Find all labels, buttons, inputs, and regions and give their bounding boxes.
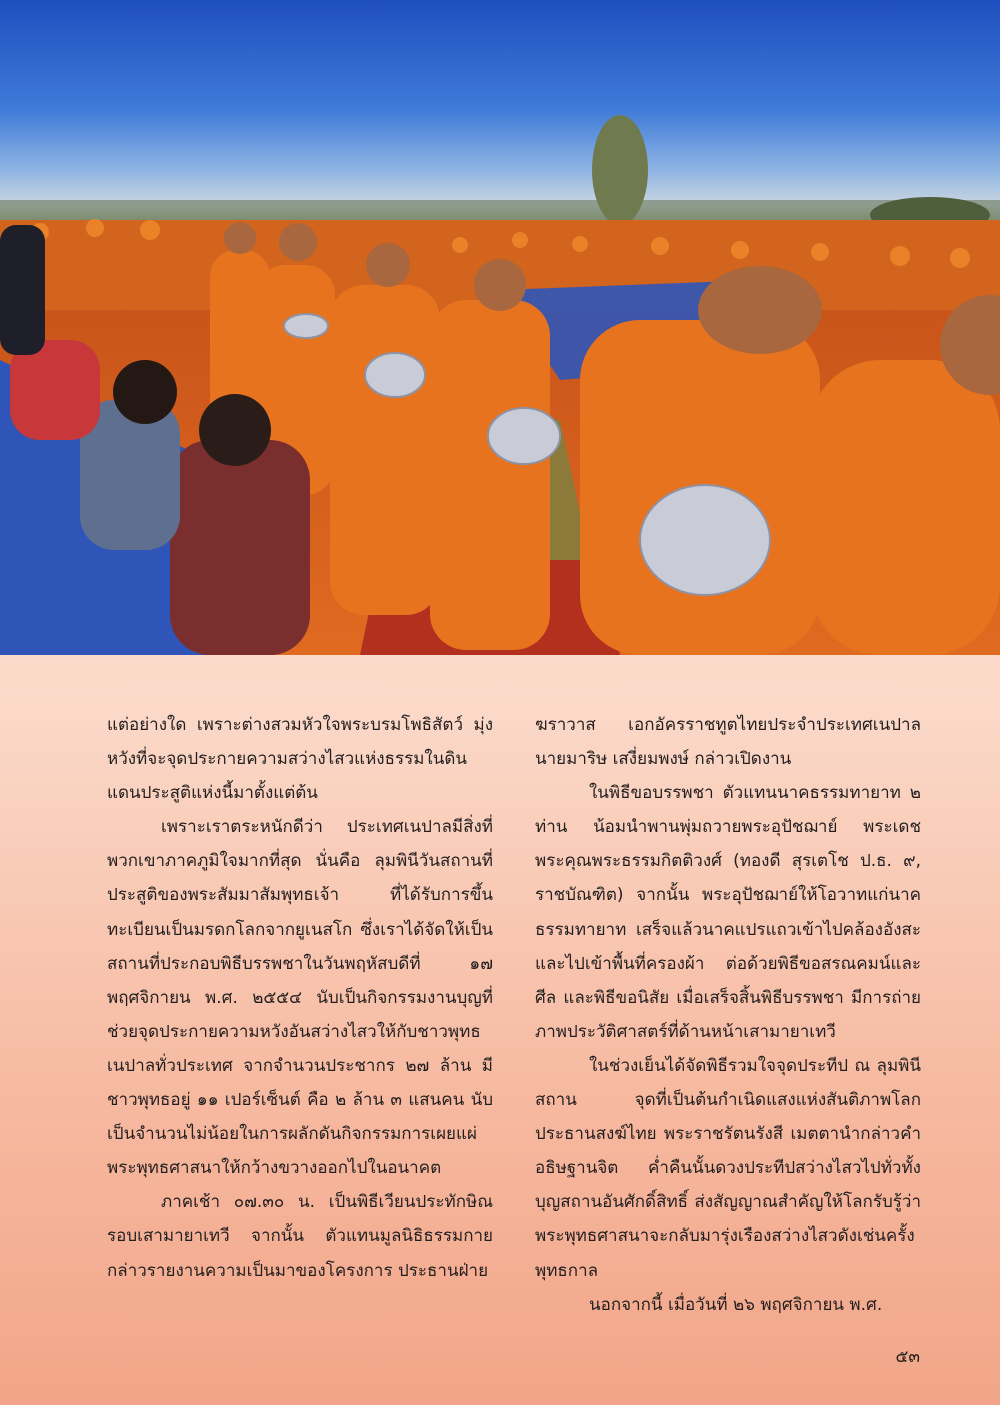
- paragraph: แต่อย่างใด เพราะต่างสวมหัวใจพระบรมโพธิสัตว์ มุ่งหวังที่จะจุดประกายความสว่างไสวแห่งธรรมในดินแดนประสูติแห่งนี้มาตั้งแต่ต้น: [107, 715, 493, 804]
- paragraph: นอกจากนี้ เมื่อวันที่ ๒๖ พฤศจิกายน พ.ศ.: [589, 1294, 883, 1315]
- paragraph: ภาคเช้า ๐๗.๓๐ น. เป็นพิธีเวียนประทักษิณรอบเสามายาเทวี จากนั้น ตัวแทนมูลนิธิธรรมกายกล่าวรายงานความเป็นมาของโครงการ ประธานฝ่าย: [107, 1192, 493, 1281]
- paragraph: ฆราวาส เอกอัครราชทูตไทยประจำประเทศเนปาล นายมาริษ เสงี่ยมพงษ์ กล่าวเปิดงาน: [535, 715, 921, 770]
- monks-alms-photo: [0, 0, 1000, 655]
- paragraph: ในพิธีขอบรรพชา ตัวแทนนาคธรรมทายาท ๒ ท่าน น้อมนำพานพุ่มถวายพระอุปัชฌาย์ พระเดชพระคุณพระธรรมกิตติวงศ์ (ทองดี สุรเตโช ป.ธ. ๙, ราชบัณฑิต) จากนั้น พระอุปัชฌาย์ให้โอวาทแก่นาคธรรมทายาท เสร็จแล้วนาคแปรแถวเข้าไปคล้องอังสะ และไปเข้าพื้นที่ครองผ้า ต่อด้วยพิธีขอสรณคมน์และศีล และพิธีขอนิสัย เมื่อเสร็จสิ้นพิธีบรรพชา มีการถ่ายภาพประวัติศาสตร์ที่ด้านหน้าเสามายาเทวี: [535, 783, 921, 1042]
- text-column-left: [107, 708, 493, 1288]
- paragraph: ในช่วงเย็นได้จัดพิธีรวมใจจุดประทีป ณ ลุมพินีสถาน จุดที่เป็นต้นกำเนิดแสงแห่งสันติภาพโลก ประธานสงฆ์ไทย พระราชรัตนรังสี เมตตานำกล่าวคำอธิษฐานจิต ค่ำคืนนั้นดวงประทีปสว่างไสวไปทั่วทั้งบุญสถานอันศักดิ์สิทธิ์ ส่งสัญญาณสำคัญให้โลกรับรู้ว่าพระพุทธศาสนาจะกลับมารุ่งเรืองสว่างไสวดังเช่นครั้งพุทธกาล: [535, 1055, 921, 1281]
- text-column-right: [535, 708, 921, 1322]
- photo-illustration: [0, 0, 1000, 655]
- paragraph: เพราะเราตระหนักดีว่า ประเทศเนปาลมีสิ่งที่พวกเขาภาคภูมิใจมากที่สุด นั่นคือ ลุมพินีวันสถานที่ประสูติของพระสัมมาสัมพุทธเจ้า ที่ได้รับการขึ้นทะเบียนเป็นมรดกโลกจากยูเนสโก ซึ่งเราได้จัดให้เป็นสถานที่ประกอบพิธีบรรพชาในวันพฤหัสบดีที่ ๑๗ พฤศจิกายน พ.ศ. ๒๕๕๔ นับเป็นกิจกรรมงานบุญที่ช่วยจุดประกายความหวังอันสว่างไสวให้กับชาวพุทธเนปาลทั่วประเทศ จากจำนวนประชากร ๒๗ ล้าน มีชาวพุทธอยู่ ๑๑ เปอร์เซ็นต์ คือ ๒ ล้าน ๓ แสนคน นับเป็นจำนวนไม่น้อยในการผลักดันกิจกรรมการเผยแผ่พระพุทธศาสนาให้กว้างขวางออกไปในอนาคต: [107, 817, 493, 1179]
- page-number: ๕๓: [895, 1347, 920, 1367]
